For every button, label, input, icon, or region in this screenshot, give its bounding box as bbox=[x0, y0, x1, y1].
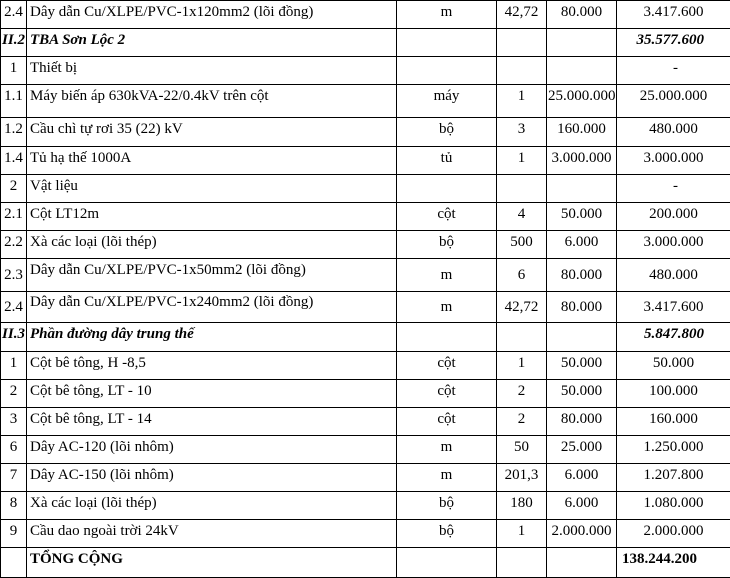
amount-cell: 1.250.000 bbox=[617, 436, 730, 464]
table-row bbox=[1, 380, 730, 408]
amount-cell: 1.080.000 bbox=[617, 492, 730, 520]
section-amount-cell: 35.577.600 bbox=[617, 29, 730, 57]
amount-cell: - bbox=[617, 175, 730, 203]
quantity-cell: 1 bbox=[497, 147, 547, 175]
amount-cell: 2.000.000 bbox=[617, 520, 730, 548]
unit-cell: cột bbox=[397, 352, 497, 380]
table-row bbox=[1, 1, 730, 29]
grand-total-row bbox=[1, 548, 730, 578]
quantity-cell: 201,3 bbox=[497, 464, 547, 492]
item-name-cell: Thiết bị bbox=[27, 57, 397, 85]
stt-cell: II.2 bbox=[1, 29, 27, 57]
unit-cell: bộ bbox=[397, 520, 497, 548]
amount-cell: 3.000.000 bbox=[617, 147, 730, 175]
quantity-cell bbox=[497, 548, 547, 578]
item-name-cell: Cột LT12m bbox=[27, 203, 397, 231]
unit-price-cell bbox=[547, 57, 617, 85]
amount-cell: 50.000 bbox=[617, 352, 730, 380]
amount-cell: 100.000 bbox=[617, 380, 730, 408]
unit-cell: m bbox=[397, 464, 497, 492]
section-title-cell: TBA Sơn Lộc 2 bbox=[27, 29, 397, 57]
item-name-cell: Dây AC-150 (lõi nhôm) bbox=[27, 464, 397, 492]
unit-cell: cột bbox=[397, 203, 497, 231]
unit-price-cell: 80.000 bbox=[547, 408, 617, 436]
stt-cell: 2.3 bbox=[1, 259, 27, 292]
item-name-cell: Xà các loại (lõi thép) bbox=[27, 231, 397, 259]
quantity-cell: 500 bbox=[497, 231, 547, 259]
unit-price-cell bbox=[547, 323, 617, 352]
quantity-cell: 42,72 bbox=[497, 292, 547, 323]
unit-cell: cột bbox=[397, 380, 497, 408]
unit-cell bbox=[397, 29, 497, 57]
item-name-cell: Cột bê tông, LT - 14 bbox=[27, 408, 397, 436]
unit-price-cell: 6.000 bbox=[547, 231, 617, 259]
stt-cell bbox=[1, 548, 27, 578]
unit-price-cell: 50.000 bbox=[547, 203, 617, 231]
unit-cell: máy bbox=[397, 85, 497, 118]
unit-cell: m bbox=[397, 259, 497, 292]
stt-cell: 9 bbox=[1, 520, 27, 548]
stt-cell: 2 bbox=[1, 175, 27, 203]
unit-price-cell: 3.000.000 bbox=[547, 147, 617, 175]
unit-price-cell: 80.000 bbox=[547, 292, 617, 323]
item-name-cell: Vật liệu bbox=[27, 175, 397, 203]
grand-total-amount: 138.244.200 bbox=[617, 548, 730, 578]
unit-price-cell: 2.000.000 bbox=[547, 520, 617, 548]
unit-cell: m bbox=[397, 1, 497, 29]
amount-cell: 3.417.600 bbox=[617, 1, 730, 29]
stt-cell: 1.2 bbox=[1, 118, 27, 147]
amount-cell: 1.207.800 bbox=[617, 464, 730, 492]
quantity-cell bbox=[497, 29, 547, 57]
table-row bbox=[1, 408, 730, 436]
unit-price-cell bbox=[547, 175, 617, 203]
item-name-cell: Cột bê tông, H -8,5 bbox=[27, 352, 397, 380]
amount-cell: 480.000 bbox=[617, 118, 730, 147]
unit-cell bbox=[397, 57, 497, 85]
grand-total-label: TỔNG CỘNG bbox=[27, 548, 397, 578]
item-name-cell: Dây dẫn Cu/XLPE/PVC-1x120mm2 (lõi đồng) bbox=[27, 1, 397, 29]
table-row bbox=[1, 118, 730, 147]
stt-cell: 7 bbox=[1, 464, 27, 492]
quantity-cell: 4 bbox=[497, 203, 547, 231]
stt-cell: 3 bbox=[1, 408, 27, 436]
item-name-cell: Dây dẫn Cu/XLPE/PVC-1x50mm2 (lõi đồng) bbox=[27, 259, 397, 292]
section-row bbox=[1, 29, 730, 57]
stt-cell: 1.1 bbox=[1, 85, 27, 118]
quantity-cell: 1 bbox=[497, 85, 547, 118]
item-name-cell: Cột bê tông, LT - 10 bbox=[27, 380, 397, 408]
table-row bbox=[1, 231, 730, 259]
quantity-cell: 6 bbox=[497, 259, 547, 292]
unit-price-cell: 6.000 bbox=[547, 464, 617, 492]
table-row bbox=[1, 520, 730, 548]
unit-price-cell: 25.000.000 bbox=[547, 85, 617, 118]
stt-cell: 2.1 bbox=[1, 203, 27, 231]
table-row bbox=[1, 85, 730, 118]
unit-price-cell: 160.000 bbox=[547, 118, 617, 147]
quantity-cell bbox=[497, 323, 547, 352]
stt-cell: 2.4 bbox=[1, 292, 27, 323]
unit-price-cell: 6.000 bbox=[547, 492, 617, 520]
stt-cell: II.3 bbox=[1, 323, 27, 352]
quantity-cell: 180 bbox=[497, 492, 547, 520]
unit-cell: m bbox=[397, 292, 497, 323]
table-row bbox=[1, 352, 730, 380]
unit-cell: cột bbox=[397, 408, 497, 436]
section-amount-cell: 5.847.800 bbox=[617, 323, 730, 352]
item-name-cell: Dây dẫn Cu/XLPE/PVC-1x240mm2 (lõi đồng) bbox=[27, 292, 397, 323]
amount-cell: 25.000.000 bbox=[617, 85, 730, 118]
table-row bbox=[1, 203, 730, 231]
item-name-cell: Tủ hạ thế 1000A bbox=[27, 147, 397, 175]
amount-cell: 3.417.600 bbox=[617, 292, 730, 323]
quantity-cell: 3 bbox=[497, 118, 547, 147]
unit-cell: tủ bbox=[397, 147, 497, 175]
table-row bbox=[1, 492, 730, 520]
unit-price-cell: 80.000 bbox=[547, 259, 617, 292]
quantity-cell: 2 bbox=[497, 408, 547, 436]
section-title-cell: Phần đường dây trung thế bbox=[27, 323, 397, 352]
table-row bbox=[1, 292, 730, 323]
stt-cell: 1 bbox=[1, 57, 27, 85]
unit-price-cell: 25.000 bbox=[547, 436, 617, 464]
amount-cell: 480.000 bbox=[617, 259, 730, 292]
unit-price-cell: 50.000 bbox=[547, 380, 617, 408]
table-row bbox=[1, 436, 730, 464]
stt-cell: 1 bbox=[1, 352, 27, 380]
stt-cell: 2.4 bbox=[1, 1, 27, 29]
table-row bbox=[1, 259, 730, 292]
amount-cell: 160.000 bbox=[617, 408, 730, 436]
stt-cell: 2 bbox=[1, 380, 27, 408]
quantity-cell: 50 bbox=[497, 436, 547, 464]
quantity-cell: 1 bbox=[497, 352, 547, 380]
item-name-cell: Cầu dao ngoài trời 24kV bbox=[27, 520, 397, 548]
item-name-cell: Cầu chì tự rơi 35 (22) kV bbox=[27, 118, 397, 147]
unit-cell bbox=[397, 175, 497, 203]
stt-cell: 6 bbox=[1, 436, 27, 464]
amount-cell: - bbox=[617, 57, 730, 85]
amount-cell: 3.000.000 bbox=[617, 231, 730, 259]
table-row bbox=[1, 464, 730, 492]
item-name-cell: Xà các loại (lõi thép) bbox=[27, 492, 397, 520]
quantity-cell bbox=[497, 175, 547, 203]
item-name-cell: Máy biến áp 630kVA-22/0.4kV trên cột bbox=[27, 85, 397, 118]
item-name-cell: Dây AC-120 (lõi nhôm) bbox=[27, 436, 397, 464]
stt-cell: 8 bbox=[1, 492, 27, 520]
unit-cell: bộ bbox=[397, 118, 497, 147]
quantity-cell: 1 bbox=[497, 520, 547, 548]
table-row bbox=[1, 57, 730, 85]
unit-price-cell: 50.000 bbox=[547, 352, 617, 380]
unit-cell: bộ bbox=[397, 231, 497, 259]
unit-price-cell bbox=[547, 29, 617, 57]
stt-cell: 1.4 bbox=[1, 147, 27, 175]
table-row bbox=[1, 147, 730, 175]
unit-price-cell: 80.000 bbox=[547, 1, 617, 29]
unit-cell bbox=[397, 323, 497, 352]
quantity-cell: 2 bbox=[497, 380, 547, 408]
amount-cell: 200.000 bbox=[617, 203, 730, 231]
table-row bbox=[1, 175, 730, 203]
unit-cell: m bbox=[397, 436, 497, 464]
unit-price-cell bbox=[547, 548, 617, 578]
quantity-cell: 42,72 bbox=[497, 1, 547, 29]
quantity-cell bbox=[497, 57, 547, 85]
stt-cell: 2.2 bbox=[1, 231, 27, 259]
section-row bbox=[1, 323, 730, 352]
unit-cell: bộ bbox=[397, 492, 497, 520]
unit-cell bbox=[397, 548, 497, 578]
